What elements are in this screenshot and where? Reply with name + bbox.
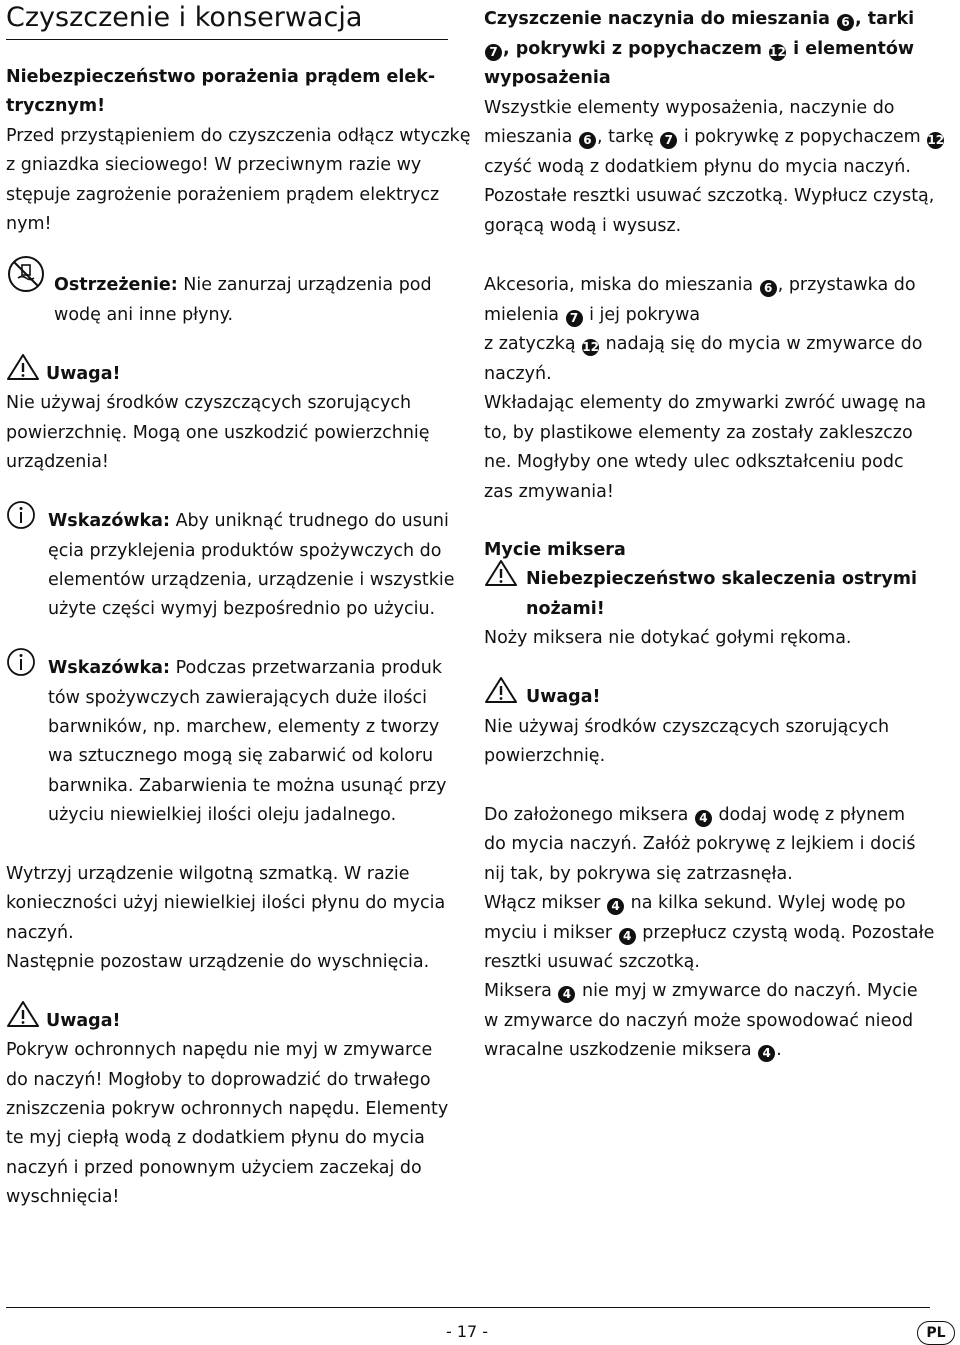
paragraph-line <box>484 801 905 830</box>
warning-label: Ostrzeżenie: <box>54 275 178 295</box>
page-title: Czyszczenie i konserwacja <box>6 2 363 33</box>
caution-text: Nie używaj środków czyszczących szorujących <box>484 717 890 737</box>
paragraph-line: w zmywarce do naczyń może spowodować nieod <box>484 1011 914 1031</box>
paragraph-line: zas zmywania! <box>484 482 614 502</box>
paragraph-line: Wkładając elementy do zmywarki zwróć uwagę na <box>484 393 927 413</box>
wipe-text: Wytrzyj urządzenie wilgotną szmatką. W razie <box>6 864 410 884</box>
hint-text: barwnika. Zabarwienia te można usunąć przy <box>48 776 447 796</box>
wipe-text: konieczności użyj niewielkiej ilości płynu do mycia <box>6 893 446 913</box>
paragraph-line: ne. Mogłyby one wtedy ulec odkształceniu podc <box>484 452 904 472</box>
caution-text: urządzenia! <box>6 452 109 472</box>
section-heading <box>484 35 914 64</box>
text-span: nadają się do mycia w zmywarce do <box>600 334 923 354</box>
ref-number-badge: 4 <box>758 1045 775 1062</box>
caution-label: Uwaga! <box>46 1011 121 1031</box>
ref-number-badge: 12 <box>927 133 945 147</box>
hint-note <box>48 654 442 683</box>
caution-label: Uwaga! <box>46 364 121 384</box>
paragraph-line: nij tak, by pokrywa się zatrzasnęła. <box>484 864 793 884</box>
caution-text: Pokryw ochronnych napędu nie myj w zmywarce <box>6 1040 433 1060</box>
heading-text: , tarki <box>855 9 915 29</box>
paragraph-line: to, by plastikowe elementy za zostały zakleszczo <box>484 423 913 443</box>
text-span: , przystawka do <box>777 275 916 295</box>
ref-number-badge: 7 <box>485 44 502 61</box>
title-rule <box>6 39 448 40</box>
caution-text: te myj ciepłą wodą z dodatkiem płynu do mycia <box>6 1128 425 1148</box>
hint-note <box>48 507 449 536</box>
caution-label: Uwaga! <box>526 687 601 707</box>
caution-text: Nie używaj środków czyszczących szorujących <box>6 393 412 413</box>
language-badge: PL <box>917 1321 955 1345</box>
page-number: - 17 - <box>446 1322 489 1341</box>
wipe-text: naczyń. <box>6 923 74 943</box>
text-span: Miksera <box>484 981 558 1001</box>
hint-text: Aby uniknąć trudnego do usuni <box>170 511 449 531</box>
footer-rule <box>6 1307 930 1308</box>
paragraph-line <box>484 330 922 359</box>
text-span: . <box>776 1040 782 1060</box>
paragraph-line <box>484 123 945 152</box>
hint-text: ęcia przyklejenia produktów spożywczych do <box>48 541 442 561</box>
paragraph-line: czyść wodą z dodatkiem płynu do mycia naczyń. <box>484 157 911 177</box>
hint-label: Wskazówka: <box>48 658 170 678</box>
warning-text: wodę ani inne płyny. <box>54 305 234 325</box>
heading-text: , pokrywki z popychaczem <box>503 39 769 59</box>
paragraph-line <box>484 271 916 300</box>
hint-text: Podczas przetwarzania produk <box>170 658 442 678</box>
hint-text: tów spożywczych zawierających duże ilości <box>48 688 428 708</box>
text-span: przepłucz czystą wodą. Pozostałe <box>636 923 935 943</box>
danger-text: stępuje zagrożenie porażeniem prądem elektrycz <box>6 185 440 205</box>
knife-danger-heading: nożami! <box>526 599 605 619</box>
danger-text: Przed przystąpieniem do czyszczenia odłącz wtyczkę <box>6 126 471 146</box>
ref-number-badge: 6 <box>579 132 596 149</box>
knife-danger-heading: Niebezpieczeństwo skaleczenia ostrymi <box>526 569 918 589</box>
info-icon <box>6 647 36 677</box>
caution-text: powierzchnię. Mogą one uszkodzić powierzchnię <box>6 423 430 443</box>
paragraph-line: naczyń. <box>484 364 552 384</box>
caution-text: zniszczenia pokryw ochronnych napędu. Elementy <box>6 1099 449 1119</box>
paragraph-line <box>484 301 700 330</box>
heading-text: i elementów <box>787 39 915 59</box>
text-span: Włącz mikser <box>484 893 607 913</box>
warning-triangle-icon <box>6 353 40 381</box>
ref-number-badge: 7 <box>660 132 677 149</box>
wipe-text: Następnie pozostaw urządzenie do wyschnięcia. <box>6 952 430 972</box>
danger-heading-cont: trycznym! <box>6 96 106 116</box>
text-span: Akcesoria, miska do mieszania <box>484 275 759 295</box>
caution-text: wyschnięcia! <box>6 1187 120 1207</box>
text-span: dodaj wodę z płynem <box>712 805 906 825</box>
mixer-heading: Mycie miksera <box>484 540 626 560</box>
paragraph-line <box>484 1036 782 1065</box>
warning-note <box>54 271 432 300</box>
text-span: nie myj w zmywarce do naczyń. Mycie <box>576 981 918 1001</box>
text-span: wracalne uszkodzenie miksera <box>484 1040 758 1060</box>
ref-number-badge: 6 <box>760 280 777 297</box>
ref-number-badge: 12 <box>769 45 786 59</box>
paragraph-line: gorącą wodą i wysusz. <box>484 216 682 236</box>
hint-text: użyte części wymyj bezpośrednio po użyciu. <box>48 599 436 619</box>
paragraph-line: resztki usuwać szczotką. <box>484 952 700 972</box>
knife-text: Noży miksera nie dotykać gołymi rękoma. <box>484 628 852 648</box>
text-span: mieszania <box>484 127 578 147</box>
text-span: , tarkę <box>596 127 660 147</box>
paragraph-line: Wszystkie elementy wyposażenia, naczynie do <box>484 98 895 118</box>
warning-text: Nie zanurzaj urządzenia pod <box>177 275 432 295</box>
text-span: z zatyczką <box>484 334 582 354</box>
warning-triangle-icon <box>484 559 518 587</box>
section-heading: wyposażenia <box>484 68 611 88</box>
paragraph-line <box>484 919 934 948</box>
danger-text: nym! <box>6 214 52 234</box>
paragraph-line: Pozostałe resztki usuwać szczotką. Wypłucz czystą, <box>484 186 935 206</box>
ref-number-badge: 4 <box>558 986 575 1003</box>
text-span: i jej pokrywa <box>583 305 701 325</box>
ref-number-badge: 7 <box>566 310 583 327</box>
hint-text: elementów urządzenia, urządzenie i wszystkie <box>48 570 455 590</box>
danger-text: z gniazdka sieciowego! W przeciwnym razie wy <box>6 155 422 175</box>
caution-text: do naczyń! Mogłoby to doprowadzić do trwałego <box>6 1070 431 1090</box>
paragraph-line: do mycia naczyń. Załóż pokrywę z lejkiem i dociś <box>484 834 916 854</box>
ref-number-badge: 6 <box>837 14 854 31</box>
hint-text: barwników, np. marchew, elementy z tworzy <box>48 717 440 737</box>
text-span: i pokrywkę z popychaczem <box>678 127 927 147</box>
hint-text: użyciu niewielkiej ilości oleju jadalnego. <box>48 805 397 825</box>
hint-label: Wskazówka: <box>48 511 170 531</box>
text-span: myciu i mikser <box>484 923 618 943</box>
hint-text: wa sztucznego mogą się zabarwić od koloru <box>48 746 434 766</box>
caution-text: powierzchnię. <box>484 746 606 766</box>
danger-heading: Niebezpieczeństwo porażenia prądem elek- <box>6 67 436 87</box>
text-span: na kilka sekund. Wylej wodę po <box>625 893 906 913</box>
info-icon <box>6 500 36 530</box>
heading-text: Czyszczenie naczynia do mieszania <box>484 9 836 29</box>
ref-number-badge: 4 <box>607 898 624 915</box>
ref-number-badge: 12 <box>582 340 599 354</box>
text-span: mielenia <box>484 305 565 325</box>
ref-number-badge: 4 <box>619 928 636 945</box>
section-heading <box>484 5 914 34</box>
caution-text: naczyń i przed ponownym użyciem zaczekaj do <box>6 1158 422 1178</box>
paragraph-line <box>484 977 918 1006</box>
warning-triangle-icon <box>6 1000 40 1028</box>
paragraph-line <box>484 889 906 918</box>
ref-number-badge: 4 <box>695 810 712 827</box>
no-immersion-icon <box>6 254 46 294</box>
warning-triangle-icon <box>484 676 518 704</box>
text-span: Do założonego miksera <box>484 805 694 825</box>
